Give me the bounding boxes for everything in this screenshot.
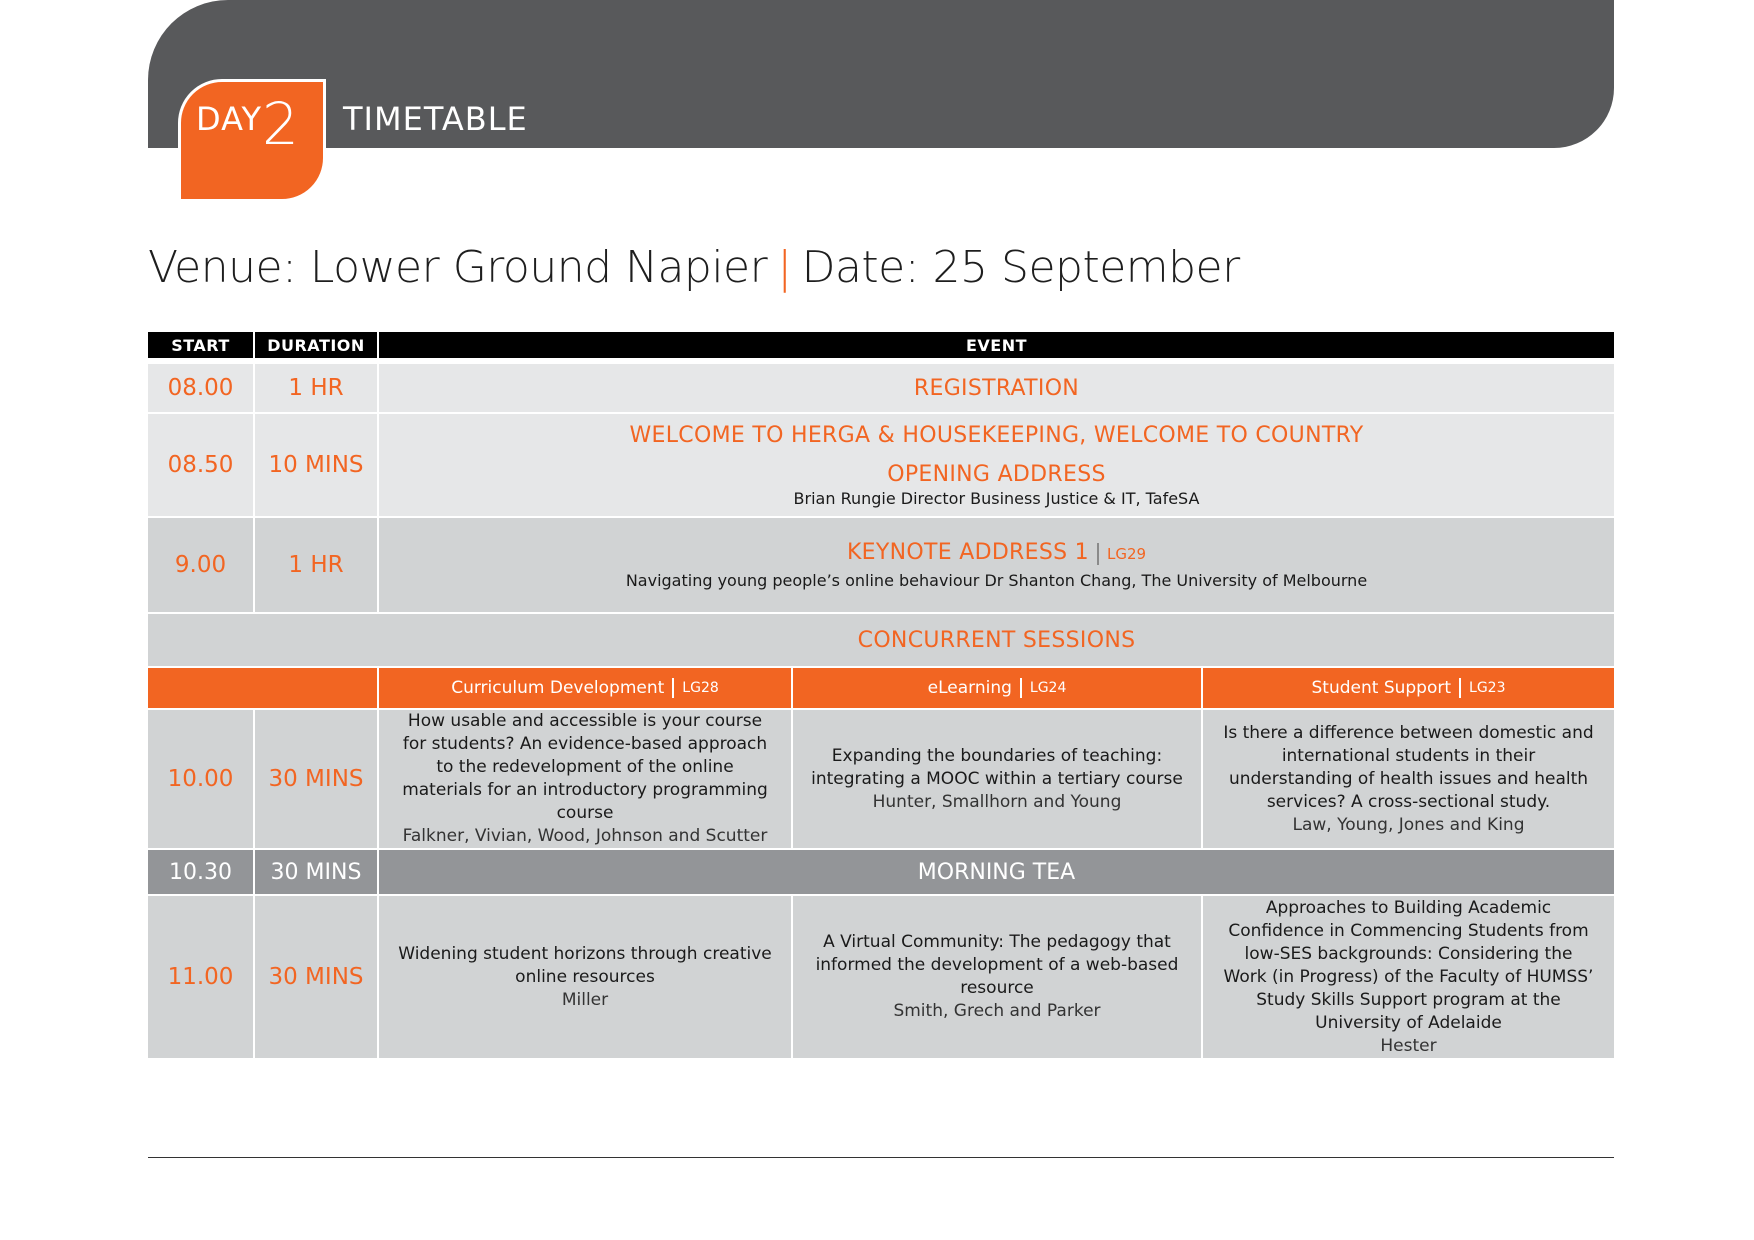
session-cell — [379, 710, 791, 848]
room-code: LG23 — [1469, 680, 1506, 696]
session-authors: Miller — [561, 989, 609, 1010]
table-row — [148, 414, 1614, 516]
venue-text: Venue: Lower Ground Napier — [148, 242, 768, 293]
duration: 1 HR — [288, 375, 344, 401]
room-code: LG29 — [1106, 544, 1147, 563]
start-time: 08.50 — [167, 452, 234, 478]
session-title: Is there a difference between domestic and international students in their understanding of health issues and health services? A cross-sectional study. — [1223, 722, 1594, 812]
duration: 30 MINS — [268, 766, 364, 792]
day-label: DAY — [196, 100, 263, 138]
start-time: 9.00 — [174, 552, 227, 578]
date-text: Date: 25 September — [801, 242, 1240, 293]
table-header — [148, 332, 1614, 358]
room-code: LG24 — [1029, 680, 1067, 696]
session-title: How usable and accessible is your course for students? An evidence-based approach to the redevelopment of the online materials for an introductory programming course — [402, 711, 768, 823]
session-title: Expanding the boundaries of teaching: integrating a MOOC within a tertiary course — [811, 745, 1183, 789]
page-title: TIMETABLE — [343, 100, 528, 138]
column-header-duration: DURATION — [255, 332, 377, 358]
event-title-secondary: OPENING ADDRESS — [887, 461, 1106, 487]
divider — [672, 678, 674, 698]
table-row — [148, 710, 1614, 848]
stream-header — [379, 668, 791, 708]
divider — [1097, 543, 1099, 565]
stream-header — [1203, 668, 1614, 708]
event-title: WELCOME TO HERGA & HOUSEKEEPING, WELCOME TO COUNTRY — [629, 422, 1364, 448]
footer-rule — [148, 1157, 1614, 1158]
session-authors: Hester — [1380, 1035, 1437, 1056]
session-authors: Falkner, Vivian, Wood, Johnson and Scutter — [402, 826, 768, 846]
table-row — [148, 518, 1614, 612]
divider — [1459, 678, 1461, 698]
session-title: Widening student horizons through creative online resources — [398, 943, 772, 987]
column-header-event: EVENT — [379, 332, 1614, 358]
start-time: 08.00 — [167, 375, 234, 401]
stream-name: Curriculum Development — [451, 678, 665, 698]
room-code: LG28 — [682, 680, 719, 696]
start-time: 10.30 — [148, 850, 253, 894]
divider — [1020, 678, 1022, 698]
session-title: Approaches to Building Academic Confidence in Commencing Students from low-SES backgrounds: Considering the Work (in Progress) of the Faculty of HUMSS’ Study Skills Support program at the University of Adelaide — [1223, 897, 1594, 1033]
day-badge — [178, 79, 326, 202]
table-row — [148, 896, 1614, 1058]
event-subtitle: Brian Rungie Director Business Justice & IT, TafeSA — [793, 488, 1200, 508]
column-header-start: START — [148, 332, 253, 358]
duration: 30 MINS — [268, 964, 364, 990]
stream-header-row — [148, 668, 1614, 708]
session-cell — [1203, 710, 1614, 848]
day-number: 2 — [262, 90, 299, 158]
stream-blank — [148, 668, 377, 708]
venue-line — [148, 242, 1240, 293]
start-time: 10.00 — [167, 766, 234, 792]
table-row — [148, 364, 1614, 412]
duration: 1 HR — [288, 552, 344, 578]
event-title: MORNING TEA — [379, 850, 1614, 894]
event-title: REGISTRATION — [913, 375, 1080, 401]
session-authors: Law, Young, Jones and King — [1292, 814, 1525, 835]
stream-header — [793, 668, 1201, 708]
duration: 10 MINS — [268, 452, 364, 478]
stream-name: eLearning — [927, 678, 1012, 698]
concurrent-title: CONCURRENT SESSIONS — [857, 627, 1136, 653]
session-title: A Virtual Community: The pedagogy that informed the development of a web-based resource — [815, 932, 1179, 998]
stream-name: Student Support — [1311, 678, 1452, 698]
session-cell — [379, 896, 791, 1058]
table-row — [148, 850, 1614, 894]
event-title: KEYNOTE ADDRESS 1 — [846, 539, 1089, 565]
session-cell — [1203, 896, 1614, 1058]
start-time: 11.00 — [167, 964, 234, 990]
table-row — [148, 614, 1614, 666]
session-cell — [793, 710, 1201, 848]
venue-separator: | — [777, 242, 792, 293]
session-authors: Hunter, Smallhorn and Young — [872, 791, 1122, 812]
duration: 30 MINS — [255, 850, 377, 894]
event-subtitle: Navigating young people’s online behaviour Dr Shanton Chang, The University of Melbourne — [625, 571, 1368, 591]
session-authors: Smith, Grech and Parker — [893, 1001, 1101, 1021]
session-cell — [793, 896, 1201, 1058]
